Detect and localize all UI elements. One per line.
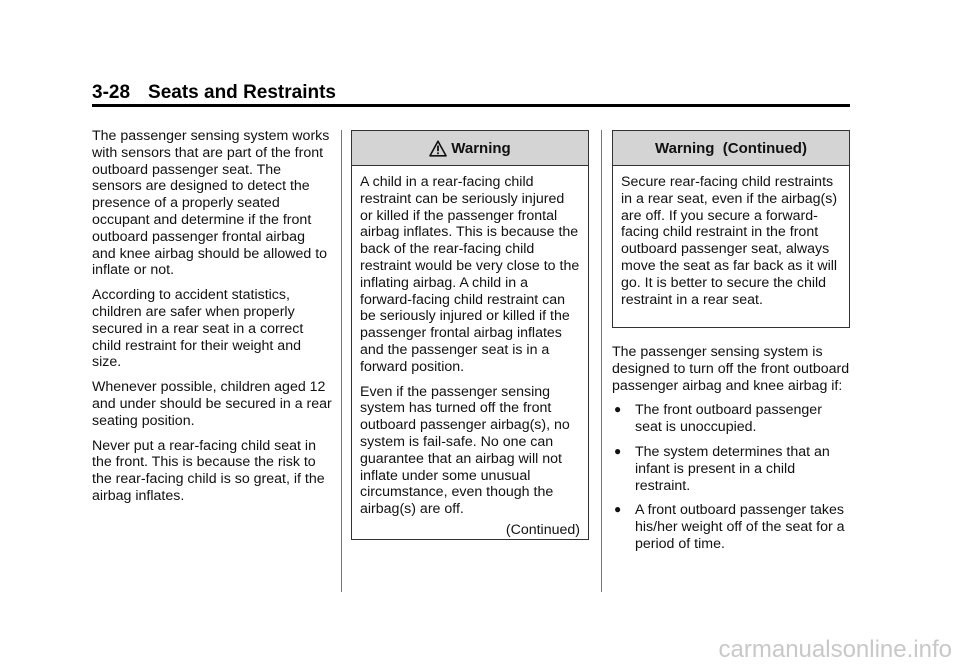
warning-title: Warning [451,139,511,157]
section-title: Seats and Restraints [148,82,336,103]
warning-body [352,166,588,539]
bullet-icon: ● [614,502,622,517]
column-divider-1 [341,130,342,592]
page-header [92,82,336,104]
list-item [612,402,850,436]
paragraph: Secure rear-facing child restraints in a rear seat, even if the airbag(s) are off. If you secure a forward-facing child restraint in the front outboard passenger seat, always move the seat as far back as it will go. It is better to secure the child restraint in a rear seat. [621,174,838,308]
paragraph: According to accident statistics, children are safer when properly secured in a rear seat in a correct child restraint for their weight and size. [92,287,304,371]
warning-header [352,131,588,166]
bullet-text: The front outboard passenger seat is unoccupied. [635,402,822,436]
bullet-text: A front outboard passenger takes his/her weight off of the seat for a period of time. [635,502,845,552]
continued-label: (Continued) [505,521,580,538]
warning-continued-header [613,131,849,166]
warning-continued-body [613,166,849,308]
bullet-text: The system determines that an infant is present in a child restraint. [635,443,830,494]
list-item [612,502,850,552]
paragraph: Even if the passenger sensing system has turned off the front outboard passenger airbag(s), no system is fail-safe. No one can guarantee that an airbag will not inflate under some unusual circumstance, even though the airbag(s) are off. [360,383,570,518]
paragraph: The passenger sensing system works with sensors that are part of the front outboard passenger seat. The sensors are designed to detect the presence of a properly seated occupant and determine if the front outboard passenger frontal airbag and knee airbag should be allowed to inflate or not. [92,128,330,279]
page-number: 3-28 [92,82,131,103]
list-item [612,444,850,494]
watermark: carmanualsonline.info [718,636,952,663]
warning-icon [429,140,447,157]
bullet-icon: ● [614,443,622,458]
warning-continued-title: Warning (Continued) [655,139,807,157]
paragraph: Whenever possible, children aged 12 and under should be secured in a rear seating position. [92,379,332,429]
warning-box [351,130,589,540]
column-divider-2 [601,130,602,592]
paragraph: A child in a rear-facing child restraint can be seriously injured or killed if the passenger frontal airbag inflates. This is because the back of the rear-facing child restraint would be very close to the inflating airbag. A child in a forward-facing child restraint can be seriously injured or killed if the passenger frontal airbag inflates and the passenger seat is in a forward position. [360,174,580,375]
warning-continued-box [612,130,850,328]
header-rule [92,104,850,107]
column-1 [92,128,332,513]
intro-paragraph: The passenger sensing system is designed to turn off the front outboard passenger airbag and knee airbag if: [612,344,850,394]
paragraph: Never put a rear-facing child seat in the front. This is because the risk to the rear-facing child is so great, if the airbag inflates. [92,437,325,504]
bullet-list [612,402,850,552]
column-3 [612,344,850,561]
bullet-icon: ● [614,402,622,417]
